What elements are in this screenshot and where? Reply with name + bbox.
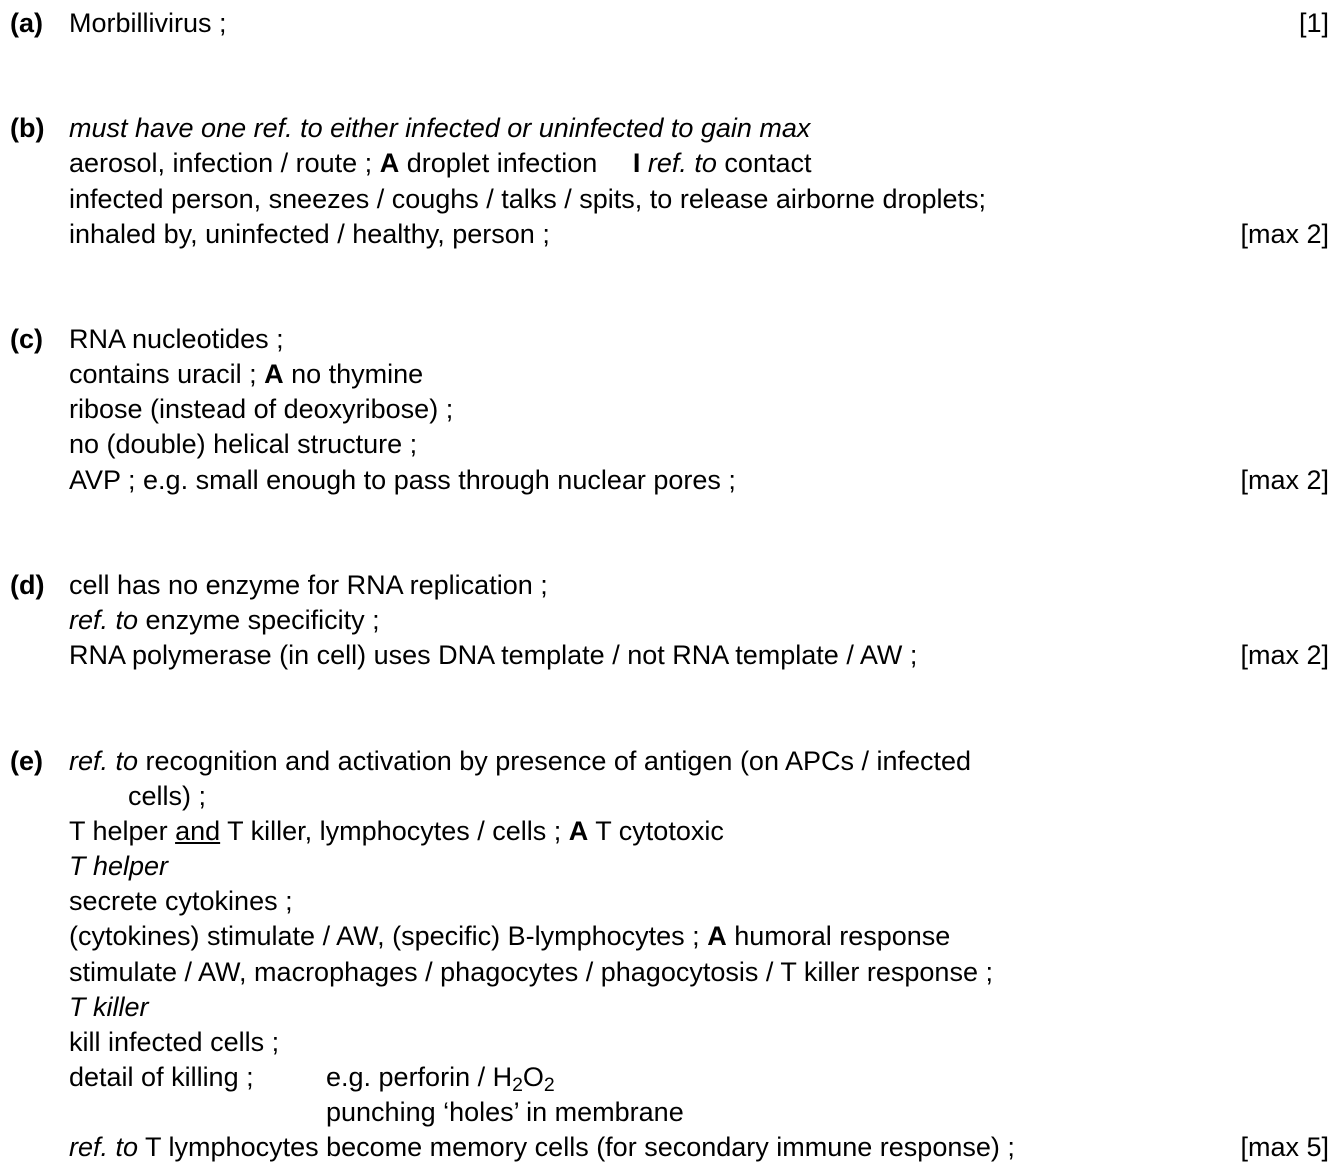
part-e-heading-t-killer: T killer <box>69 992 149 1022</box>
ref-to: ref. to <box>69 746 139 776</box>
part-e-line-1-cont: cells) ; <box>128 781 207 811</box>
part-e-line-1 <box>69 748 971 775</box>
accept-tag: A <box>379 148 400 178</box>
ref-to: ref. to <box>69 605 139 635</box>
accept-text: no thymine <box>291 359 424 389</box>
part-b-note: must have one ref. to either infected or uninfected to gain max <box>69 113 811 143</box>
accept-text: humoral response <box>734 921 951 951</box>
part-e-line-9 <box>69 1134 1015 1161</box>
part-e-line-1-text: recognition and activation by presence of antigen (on APCs / infected <box>145 746 972 776</box>
part-d-line-2-text: enzyme specificity ; <box>145 605 380 635</box>
part-c-line-2 <box>69 361 423 388</box>
part-a-mark: [1] <box>1298 8 1329 38</box>
part-e-line-7-example <box>326 1062 555 1096</box>
part-d-mark: [max 2] <box>1240 640 1329 670</box>
part-d-line-1: cell has no enzyme for RNA replication ; <box>69 570 548 600</box>
accept-tag: A <box>707 921 727 951</box>
part-e-line-5: stimulate / AW, macrophages / phagocytes / phagocytosis / T killer response ; <box>69 957 993 987</box>
example-mid: O <box>522 1062 544 1092</box>
part-d-line-3: RNA polymerase (in cell) uses DNA template / not RNA template / AW ; <box>69 640 918 670</box>
part-e-line-9-text: T lymphocytes become memory cells (for secondary immune response) ; <box>145 1132 1015 1162</box>
part-b-line-1-text: aerosol, infection / route ; <box>69 148 373 178</box>
part-e-line-7-text: detail of killing ; <box>69 1062 254 1092</box>
part-e-mark: [max 5] <box>1240 1132 1329 1162</box>
example-pre: e.g. perforin / H <box>326 1062 513 1092</box>
part-b-line-3: inhaled by, uninfected / healthy, person ; <box>69 219 550 249</box>
part-c-mark: [max 2] <box>1240 465 1329 495</box>
part-b-mark: [max 2] <box>1240 219 1329 249</box>
part-e-line-8: punching ‘holes’ in membrane <box>326 1097 684 1127</box>
ref-to: ref. to <box>647 148 717 178</box>
part-e-line-4 <box>69 923 950 950</box>
part-e-label: (e) <box>10 746 43 776</box>
subscript: 2 <box>512 1073 523 1096</box>
part-e-heading-t-helper: T helper <box>69 851 169 881</box>
part-e-line-3: secrete cytokines ; <box>69 886 293 916</box>
part-d-label: (d) <box>10 570 45 600</box>
part-e-line-2 <box>69 818 724 845</box>
accept-text: T cytotoxic <box>595 816 724 846</box>
part-c-label: (c) <box>10 324 43 354</box>
part-e-line-4-text: (cytokines) stimulate / AW, (specific) B-lymphocytes ; <box>69 921 700 951</box>
part-b-label: (b) <box>10 113 45 143</box>
part-c-line-1: RNA nucleotides ; <box>69 324 284 354</box>
part-b-line-2: infected person, sneezes / coughs / talks / spits, to release airborne droplets; <box>69 184 986 214</box>
ref-to: ref. to <box>69 1132 139 1162</box>
ignore-text: contact <box>724 148 812 178</box>
part-a-label: (a) <box>10 8 43 38</box>
part-b-line-1 <box>69 150 811 177</box>
part-e-line-6: kill infected cells ; <box>69 1027 280 1057</box>
part-c-line-5: AVP ; e.g. small enough to pass through nuclear pores ; <box>69 465 736 495</box>
part-d-line-2 <box>69 607 380 634</box>
part-c-line-3: ribose (instead of deoxyribose) ; <box>69 394 454 424</box>
accept-tag: A <box>568 816 589 846</box>
part-c-line-2-text: contains uracil ; <box>69 359 257 389</box>
part-e-line-2-underlined: and <box>175 816 221 846</box>
accept-text: droplet infection <box>406 148 598 178</box>
accept-tag: A <box>264 359 284 389</box>
part-c-line-4: no (double) helical structure ; <box>69 429 418 459</box>
part-a-answer: Morbillivirus ; <box>69 8 227 38</box>
subscript: 2 <box>543 1073 555 1096</box>
part-e-line-2-post: T killer, lymphocytes / cells ; <box>227 816 562 846</box>
part-e-line-2-pre: T helper <box>69 816 168 846</box>
ignore-tag: I <box>632 148 641 178</box>
